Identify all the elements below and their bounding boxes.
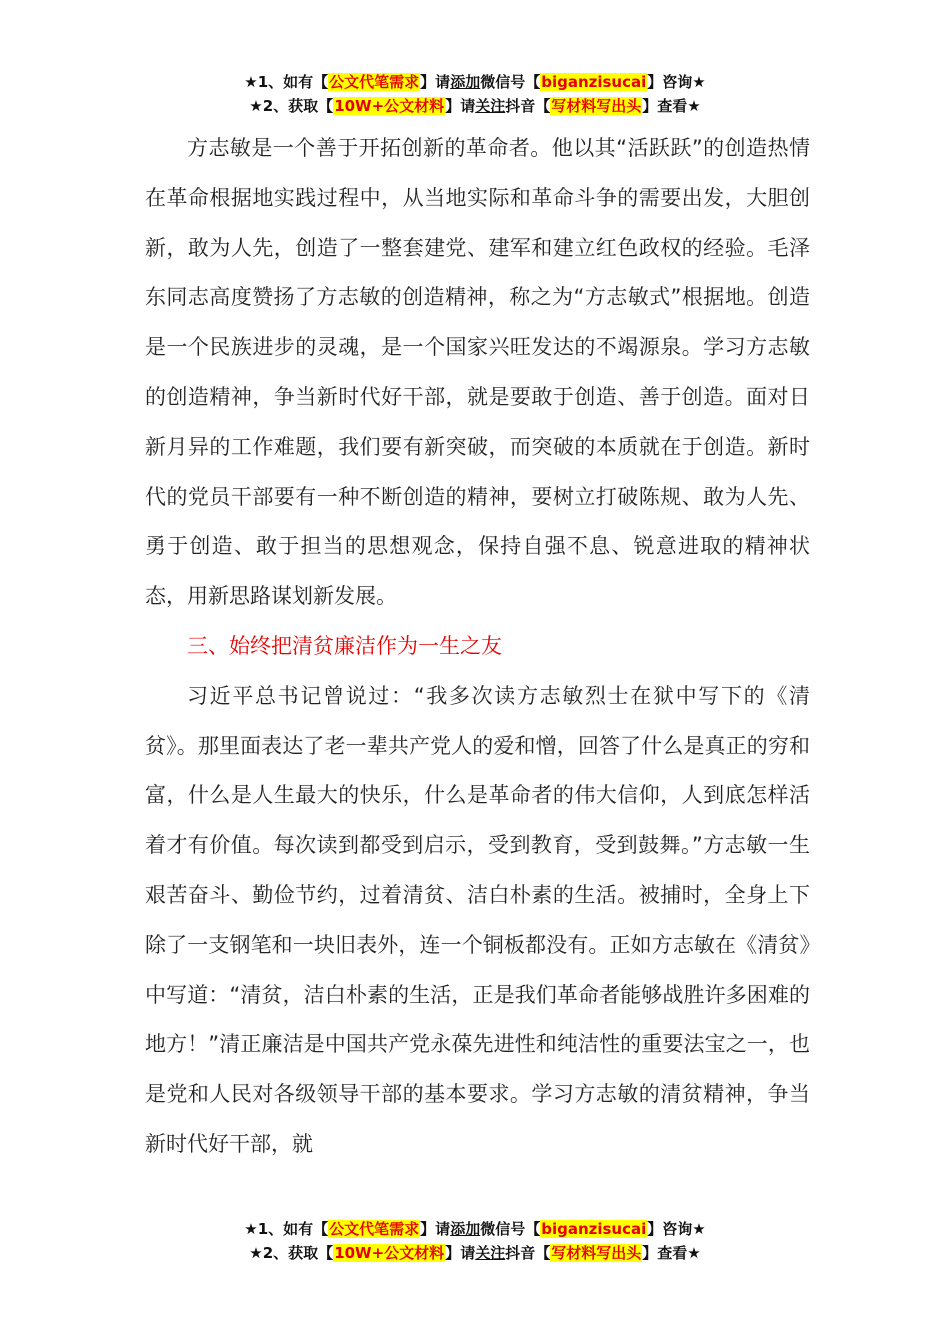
highlight-materials: 10W+公文材料 xyxy=(334,1244,445,1262)
highlight-ghostwriting: 公文代笔需求 xyxy=(329,73,420,91)
highlight-ghostwriting: 公文代笔需求 xyxy=(329,1220,420,1238)
banner-line-2: ★2、获取【10W+公文材料】请关注抖音【写材料写出头】查看★ xyxy=(249,97,701,115)
section-heading-3: 三、始终把清贫廉洁作为一生之友 xyxy=(187,633,502,658)
highlight-douyin: 写材料写出头 xyxy=(551,1244,642,1262)
banner-line-1: ★1、如有【公文代笔需求】请添加微信号【biganzisucai】咨询★ xyxy=(244,1220,706,1238)
paragraph-creativity: 方志敏是一个善于开拓创新的革命者。他以其“活跃跃”的创造热情在革命根据地实践过程中，从当地实际和革命斗争的需要出发，大胆创新，敢为人先，创造了一整套建党、建军和建立红色政权的经验。毛泽东同志高度赞扬了方志敏的创造精神，称之为“方志敏式”根据地。创造是一个民族进步的灵魂，是一个国家兴旺发达的不竭源泉。学习方志敏的创造精神，争当新时代好干部，就是要敢于创造、善于创造。面对日新月异的工作难题，我们要有新突破，而突破的本质就在于创造。新时代的党员干部要有一种不断创造的精神，要树立打破陈规、敢为人先、勇于创造、敢于担当的思想观念，保持自强不息、锐意进取的精神状态，用新思路谋划新发展。 xyxy=(145,136,810,609)
highlight-wechat-id: biganzisucai xyxy=(541,1220,647,1238)
highlight-wechat-id: biganzisucai xyxy=(541,73,647,91)
highlight-douyin: 写材料写出头 xyxy=(551,97,642,115)
footer-banner xyxy=(0,1217,950,1265)
banner-line-2: ★2、获取【10W+公文材料】请关注抖音【写材料写出头】查看★ xyxy=(249,1244,701,1262)
paragraph-integrity: 习近平总书记曾说过：“我多次读方志敏烈士在狱中写下的《清贫》。那里面表达了老一辈共产党人的爱和憎，回答了什么是真正的穷和富，什么是人生最大的快乐，什么是革命者的伟大信仰，人到底怎样活着才有价值。每次读到都受到启示，受到教育，受到鼓舞。”方志敏一生艰苦奋斗、勤俭节约，过着清贫、洁白朴素的生活。被捕时，全身上下除了一支钢笔和一块旧表外，连一个铜板都没有。正如方志敏在《清贫》中写道：“清贫，洁白朴素的生活，正是我们革命者能够战胜许多困难的地方！”清正廉洁是中国共产党永葆先进性和纯洁性的重要法宝之一，也是党和人民对各级领导干部的基本要求。学习方志敏的清贫精神，争当新时代好干部，就 xyxy=(145,683,810,1156)
highlight-materials: 10W+公文材料 xyxy=(334,97,445,115)
header-banner xyxy=(0,70,950,118)
document-body xyxy=(145,124,810,1170)
banner-line-1: ★1、如有【公文代笔需求】请添加微信号【biganzisucai】咨询★ xyxy=(244,73,706,91)
